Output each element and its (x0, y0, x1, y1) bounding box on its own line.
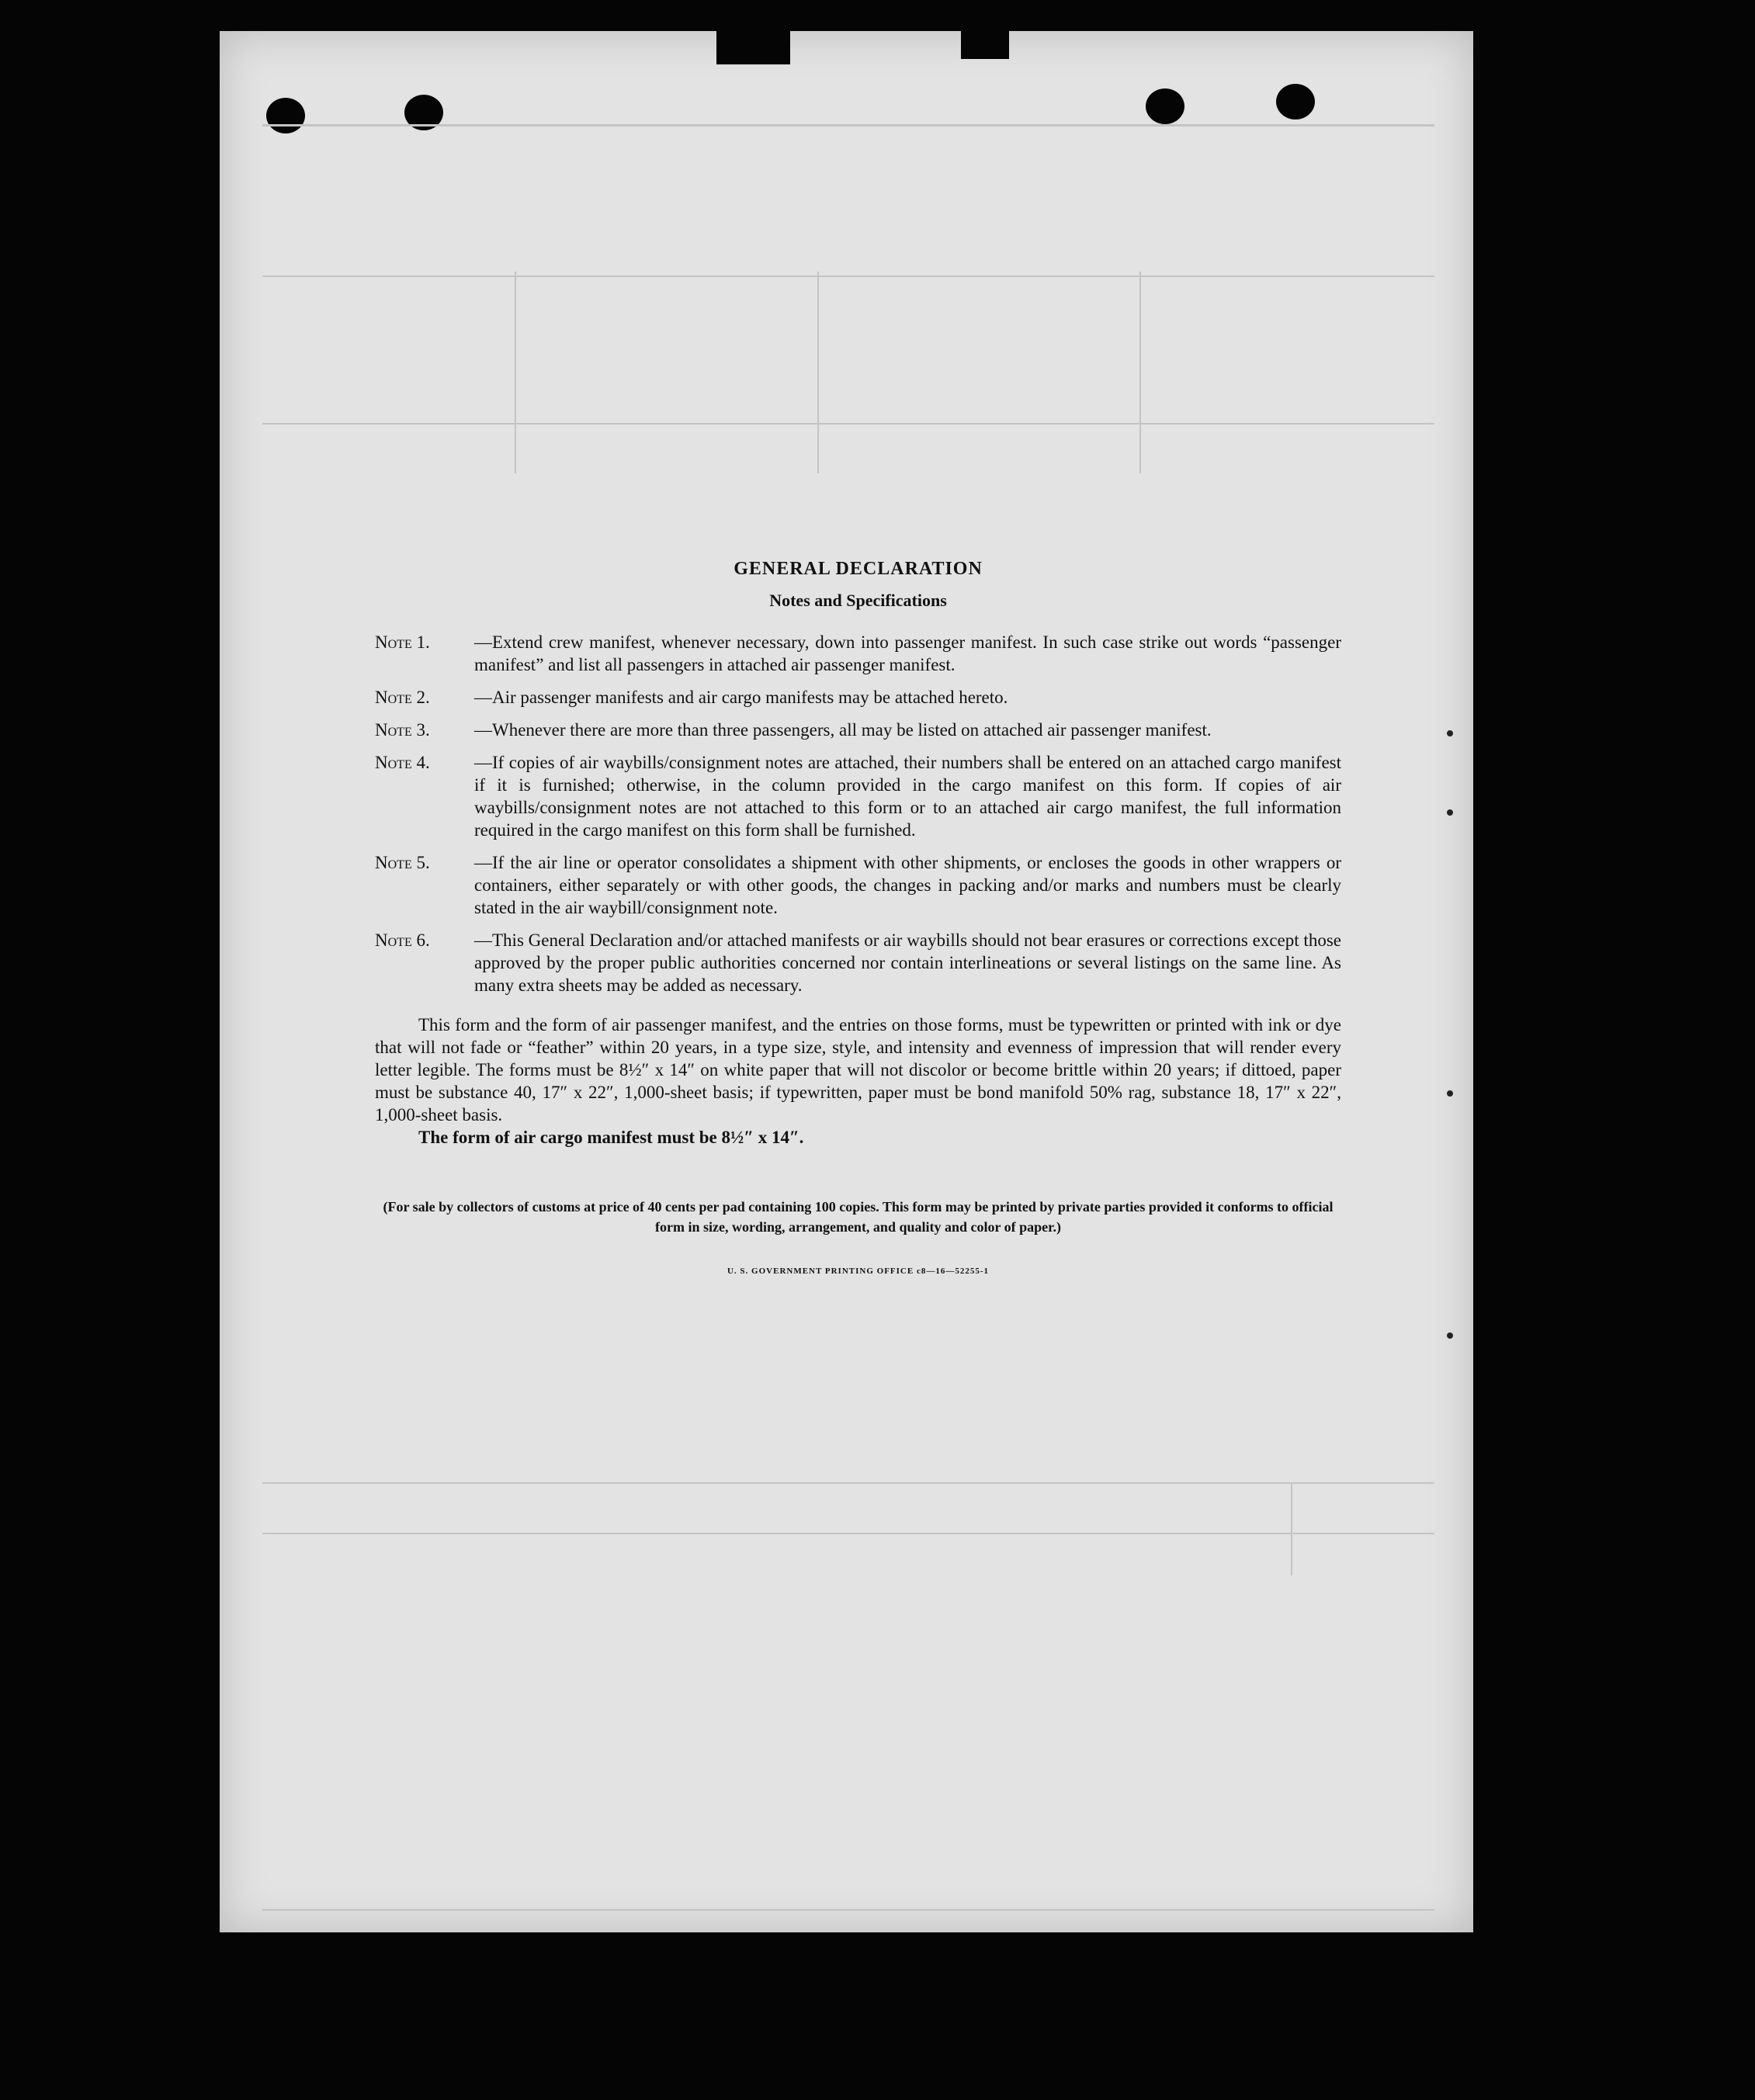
note-label: Note 2. (375, 688, 430, 707)
bleed-through-line (262, 1482, 1434, 1484)
sale-notice: (For sale by collectors of customs at price of 40 cents per pad containing 100 copies. This form may be printed by private parties provided it conforms to official form in size, wording, arrangement, and quality and color of paper.) (383, 1199, 1334, 1235)
note-text: Whenever there are more than three passengers, all may be listed on attached air passenger manifest. (492, 720, 1212, 740)
bleed-through-line (262, 423, 1434, 425)
note-text: If the air line or operator consolidates a shipment with other shipments, or encloses the goods in other wrappers or containers, either separately or with other goods, the changes in packing and/or marks and numbers must be clearly stated in the air waybill/consignment note. (474, 853, 1341, 917)
bleed-through-line (1291, 1482, 1292, 1575)
printer-imprint: U. S. GOVERNMENT PRINTING OFFICE c8—16—52255-1 (727, 1267, 989, 1276)
note-label: Note 3. (375, 720, 430, 740)
general-declaration-notes (375, 528, 1341, 1276)
note-3: Note 3. —Whenever there are more than three passengers, all may be listed on attached air passenger manifest. (375, 720, 1212, 740)
bleed-through-line (262, 124, 1434, 126)
bleed-through-line (515, 272, 516, 473)
top-notch (961, 29, 1009, 59)
punch-hole (1276, 84, 1315, 120)
note-label: Note 4. (375, 753, 430, 772)
note-label: Note 1. (375, 632, 430, 652)
bleed-through-line (262, 275, 1434, 277)
note-text: Extend crew manifest, whenever necessary, down into passenger manifest. In such case strike out words “passenger manifest” and list all passengers in attached air passenger manifest. (474, 632, 1341, 674)
note-1: Note 1. —Extend crew manifest, whenever necessary, down into passenger manifest. In such case strike out words “passenger manifest” and list all passengers in attached air passenger manifest. (375, 632, 1341, 674)
note-label: Note 6. (375, 930, 430, 950)
note-2: Note 2. —Air passenger manifests and air cargo manifests may be attached hereto. (375, 688, 1008, 707)
document-sheet (220, 31, 1473, 1932)
bleed-through-line (1139, 272, 1141, 473)
stray-mark (1447, 730, 1453, 736)
punch-hole (266, 98, 305, 133)
punch-hole (1146, 88, 1184, 124)
stray-mark (1447, 1332, 1453, 1339)
cargo-manifest-size-paragraph: The form of air cargo manifest must be 8½″ x 14″. (418, 1128, 804, 1147)
top-notch (716, 29, 790, 64)
bleed-through-line (262, 1909, 1434, 1911)
stray-mark (1447, 1090, 1453, 1097)
note-text: If copies of air waybills/consignment notes are attached, their numbers shall be entered on an attached cargo manifest if it is furnished; otherwise, in the column provided in the cargo manifest on this form. If copies of air waybills/consignment notes are not attached to this form or to an attached air cargo manifest, the full information required in the cargo manifest on this form shall be furnished. (474, 753, 1341, 840)
document-title: GENERAL DECLARATION (734, 559, 983, 579)
bleed-through-line (262, 1533, 1434, 1534)
note-text: This General Declaration and/or attached manifests or air waybills should not bear erasures or corrections except those approved by the proper public authorities concerned nor contain interlineations or several listings on the same line. As many extra sheets may be added as necessary. (474, 930, 1341, 995)
note-label: Note 5. (375, 853, 430, 872)
note-6: Note 6. —This General Declaration and/or attached manifests or air waybills should not bear erasures or corrections except those approved by the proper public authorities concerned nor contain interlineations or several listings on the same line. As many extra sheets may be added as necessary. (375, 930, 1341, 995)
note-4: Note 4. —If copies of air waybills/consignment notes are attached, their numbers shall be entered on an attached cargo manifest if it is furnished; otherwise, in the column provided in the cargo manifest on this form. If copies of air waybills/consignment notes are not attached to this form or to an attached air cargo manifest, the full information required in the cargo manifest on this form shall be furnished. (375, 753, 1341, 840)
form-specification-paragraph: This form and the form of air passenger manifest, and the entries on those forms, must be typewritten or printed with ink or dye that will not fade or “feather” within 20 years, in a type size, style, and intensity and evenness of impression that will render every letter legible. The forms must be 8½″ x 14″ on white paper that will not discolor or become brittle within 20 years; if dittoed, paper must be substance 40, 17″ x 22″, 1,000-sheet basis; if typewritten, paper must be bond manifold 50% rag, substance 18, 17″ x 22″, 1,000-sheet basis. (375, 1015, 1341, 1125)
document-subtitle: Notes and Specifications (769, 591, 947, 610)
note-5: Note 5. —If the air line or operator consolidates a shipment with other shipments, or encloses the goods in other wrappers or containers, either separately or with other goods, the changes in packing and/or marks and numbers must be clearly stated in the air waybill/consignment note. (375, 853, 1341, 917)
stray-mark (1447, 809, 1453, 816)
note-text: Air passenger manifests and air cargo manifests may be attached hereto. (492, 688, 1008, 707)
bleed-through-line (817, 272, 819, 473)
